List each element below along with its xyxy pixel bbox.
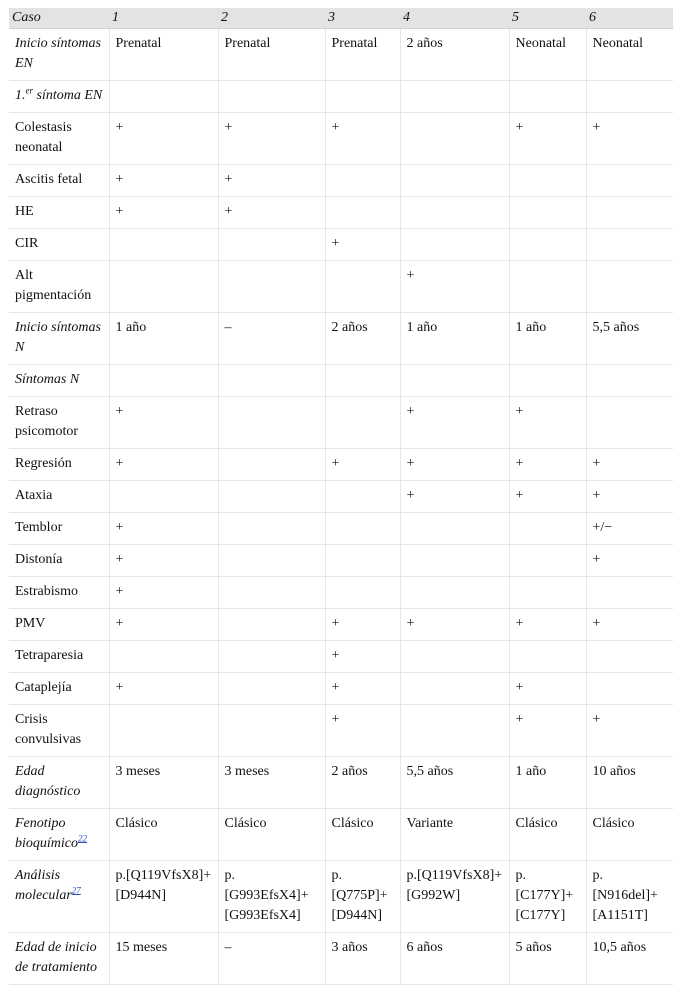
table-cell — [218, 577, 325, 609]
header-cell: 1 — [109, 8, 218, 29]
table-cell: + — [586, 481, 673, 513]
table-cell: + — [400, 397, 509, 449]
row-label: Cataplejía — [9, 673, 109, 705]
table-cell — [325, 197, 400, 229]
table-cell: 10 años — [586, 757, 673, 809]
table-cell: Neonatal — [586, 29, 673, 81]
table-cell — [218, 609, 325, 641]
table-cell — [218, 513, 325, 545]
table-cell — [109, 641, 218, 673]
table-cell: – — [218, 313, 325, 365]
table-cell: 3 años — [325, 933, 400, 985]
table-cell: + — [509, 113, 586, 165]
row-label: Fenotipo bioquímico$^{22}$ — [9, 809, 109, 861]
table-cell — [109, 229, 218, 261]
table-cell: Clásico — [509, 809, 586, 861]
table-cell: + — [325, 673, 400, 705]
table-cell — [109, 81, 218, 113]
row-label: Edad de inicio de tratamiento — [9, 933, 109, 985]
row-label: Síntomas N — [9, 365, 109, 397]
table-cell: 1 año — [109, 313, 218, 365]
table-cell: + — [109, 545, 218, 577]
header-cell: 2 — [218, 8, 325, 29]
table-cell: Clásico — [586, 809, 673, 861]
table-cell — [400, 197, 509, 229]
table-cell — [400, 705, 509, 757]
table-cell: 2 años — [325, 313, 400, 365]
table-cell — [325, 397, 400, 449]
table-row — [9, 165, 673, 197]
table-cell — [400, 365, 509, 397]
row-label: Crisis convulsivas — [9, 705, 109, 757]
row-label: Ascitis fetal — [9, 165, 109, 197]
table-cell — [509, 261, 586, 313]
table-cell: + — [586, 113, 673, 165]
row-label: Alt pigmentación — [9, 261, 109, 313]
table-cell: + — [218, 165, 325, 197]
table-cell: + — [109, 113, 218, 165]
table-cell — [109, 261, 218, 313]
table-cell: + — [400, 481, 509, 513]
table-cell — [509, 197, 586, 229]
table-row — [9, 113, 673, 165]
table-cell: 10,5 años — [586, 933, 673, 985]
row-label: Regresión — [9, 449, 109, 481]
table-cell: 1 año — [400, 313, 509, 365]
table-container — [9, 8, 673, 985]
header-cell: 4 — [400, 8, 509, 29]
row-label: Tetraparesia — [9, 641, 109, 673]
table-cell — [325, 365, 400, 397]
table-cell: + — [109, 577, 218, 609]
table-cell: + — [325, 609, 400, 641]
table-cell: + — [586, 545, 673, 577]
table-row — [9, 481, 673, 513]
table-row — [9, 673, 673, 705]
table-cell — [586, 261, 673, 313]
table-cell — [400, 545, 509, 577]
table-cell: + — [325, 641, 400, 673]
table-cell — [218, 705, 325, 757]
table-cell — [218, 673, 325, 705]
table-cell: Prenatal — [218, 29, 325, 81]
table-cell: – — [218, 933, 325, 985]
table-cell — [218, 545, 325, 577]
table-cell — [509, 165, 586, 197]
clinical-table — [9, 8, 673, 985]
table-cell: + — [109, 165, 218, 197]
table-cell — [509, 365, 586, 397]
table-cell: + — [325, 705, 400, 757]
row-label: Distonía — [9, 545, 109, 577]
table-cell — [325, 261, 400, 313]
table-row — [9, 641, 673, 673]
table-row — [9, 365, 673, 397]
header-cell: 6 — [586, 8, 673, 29]
table-cell — [218, 229, 325, 261]
table-cell: Prenatal — [325, 29, 400, 81]
table-cell: Clásico — [109, 809, 218, 861]
row-label: Inicio síntomas N — [9, 313, 109, 365]
table-cell: + — [109, 673, 218, 705]
table-cell — [586, 397, 673, 449]
table-cell: p.​[Q119VfsX8]+​[D944N] — [109, 861, 218, 933]
table-row — [9, 513, 673, 545]
reference-link[interactable]: 22 — [78, 833, 87, 844]
table-cell — [509, 577, 586, 609]
table-row — [9, 861, 673, 933]
table-cell — [325, 513, 400, 545]
table-cell — [218, 449, 325, 481]
table-cell — [325, 81, 400, 113]
table-cell — [586, 365, 673, 397]
header-row — [9, 8, 673, 29]
table-row — [9, 229, 673, 261]
table-cell — [586, 673, 673, 705]
table-cell: + — [218, 113, 325, 165]
table-row — [9, 577, 673, 609]
table-cell — [325, 577, 400, 609]
table-cell: + — [509, 449, 586, 481]
row-label: Edad diagnóstico — [9, 757, 109, 809]
table-cell: + — [509, 705, 586, 757]
table-cell: + — [325, 449, 400, 481]
table-cell: 6 años — [400, 933, 509, 985]
reference-link[interactable]: 27 — [71, 885, 81, 896]
table-cell — [400, 673, 509, 705]
table-cell — [400, 229, 509, 261]
table-cell — [586, 81, 673, 113]
table-cell — [586, 165, 673, 197]
row-label: Análisis molecular$^{27}$ — [9, 861, 109, 933]
table-cell — [509, 81, 586, 113]
table-cell: Clásico — [218, 809, 325, 861]
table-cell: p.​[Q775P]+​[D944N] — [325, 861, 400, 933]
table-cell — [509, 513, 586, 545]
table-cell: + — [586, 705, 673, 757]
table-cell — [586, 229, 673, 261]
table-cell — [586, 641, 673, 673]
table-cell: + — [509, 397, 586, 449]
table-cell: + — [586, 609, 673, 641]
table-row — [9, 261, 673, 313]
row-label: Retraso psicomotor — [9, 397, 109, 449]
header-cell: Caso — [9, 8, 109, 29]
table-cell: Clásico — [325, 809, 400, 861]
table-row — [9, 933, 673, 985]
table-cell: + — [400, 261, 509, 313]
table-row — [9, 29, 673, 81]
table-cell: + — [325, 113, 400, 165]
table-cell: + — [218, 197, 325, 229]
table-cell: p.​[G993EfsX4]+​[G993EfsX4] — [218, 861, 325, 933]
table-cell: 15 meses — [109, 933, 218, 985]
table-cell — [586, 197, 673, 229]
table-cell: 5,5 años — [400, 757, 509, 809]
table-cell — [586, 577, 673, 609]
table-cell: + — [400, 449, 509, 481]
row-label: Ataxia — [9, 481, 109, 513]
table-cell: + — [109, 397, 218, 449]
table-cell: 5,5 años — [586, 313, 673, 365]
table-cell — [218, 641, 325, 673]
table-row — [9, 705, 673, 757]
table-cell: + — [109, 197, 218, 229]
table-body — [9, 29, 673, 985]
table-cell — [218, 81, 325, 113]
row-label: Estrabismo — [9, 577, 109, 609]
table-row — [9, 81, 673, 113]
table-cell: + — [109, 609, 218, 641]
table-cell: + — [586, 449, 673, 481]
row-label: Inicio síntomas EN — [9, 29, 109, 81]
table-cell: 5 años — [509, 933, 586, 985]
table-cell: 2 años — [325, 757, 400, 809]
table-cell — [400, 81, 509, 113]
row-label: Temblor — [9, 513, 109, 545]
table-row — [9, 449, 673, 481]
table-cell: + — [109, 513, 218, 545]
table-cell — [325, 481, 400, 513]
table-cell — [400, 165, 509, 197]
table-row — [9, 397, 673, 449]
table-cell: +/− — [586, 513, 673, 545]
row-label: PMV — [9, 609, 109, 641]
table-cell — [109, 705, 218, 757]
header-cell: 3 — [325, 8, 400, 29]
table-cell — [218, 365, 325, 397]
table-cell: 2 años — [400, 29, 509, 81]
table-cell — [400, 513, 509, 545]
table-cell: p.​[Q119VfsX8]+​[G992W] — [400, 861, 509, 933]
table-cell — [509, 229, 586, 261]
table-cell: + — [509, 673, 586, 705]
table-cell: 3 meses — [218, 757, 325, 809]
table-cell: Neonatal — [509, 29, 586, 81]
table-cell — [325, 545, 400, 577]
table-row — [9, 809, 673, 861]
table-row — [9, 197, 673, 229]
row-label: 1.$^{er}$ síntoma EN — [9, 81, 109, 113]
table-cell: Prenatal — [109, 29, 218, 81]
table-cell — [400, 577, 509, 609]
table-cell — [109, 365, 218, 397]
row-label: CIR — [9, 229, 109, 261]
table-cell — [509, 545, 586, 577]
header-cell: 5 — [509, 8, 586, 29]
table-cell: + — [509, 609, 586, 641]
table-row — [9, 545, 673, 577]
table-cell — [218, 481, 325, 513]
table-cell — [218, 261, 325, 313]
row-label: HE — [9, 197, 109, 229]
table-cell — [509, 641, 586, 673]
table-cell — [218, 397, 325, 449]
table-cell: 1 año — [509, 757, 586, 809]
table-cell: p.​[C177Y]+​[C177Y] — [509, 861, 586, 933]
table-cell: Variante — [400, 809, 509, 861]
table-row — [9, 757, 673, 809]
table-cell: p.​[N916del]+​[A1151T] — [586, 861, 673, 933]
row-label: Colestasis neonatal — [9, 113, 109, 165]
table-cell: + — [400, 609, 509, 641]
table-cell — [109, 481, 218, 513]
table-row — [9, 609, 673, 641]
table-cell: + — [509, 481, 586, 513]
table-cell: + — [109, 449, 218, 481]
table-cell: 3 meses — [109, 757, 218, 809]
table-cell: 1 año — [509, 313, 586, 365]
table-row — [9, 313, 673, 365]
table-cell — [400, 113, 509, 165]
table-cell — [400, 641, 509, 673]
table-cell — [325, 165, 400, 197]
table-cell: + — [325, 229, 400, 261]
